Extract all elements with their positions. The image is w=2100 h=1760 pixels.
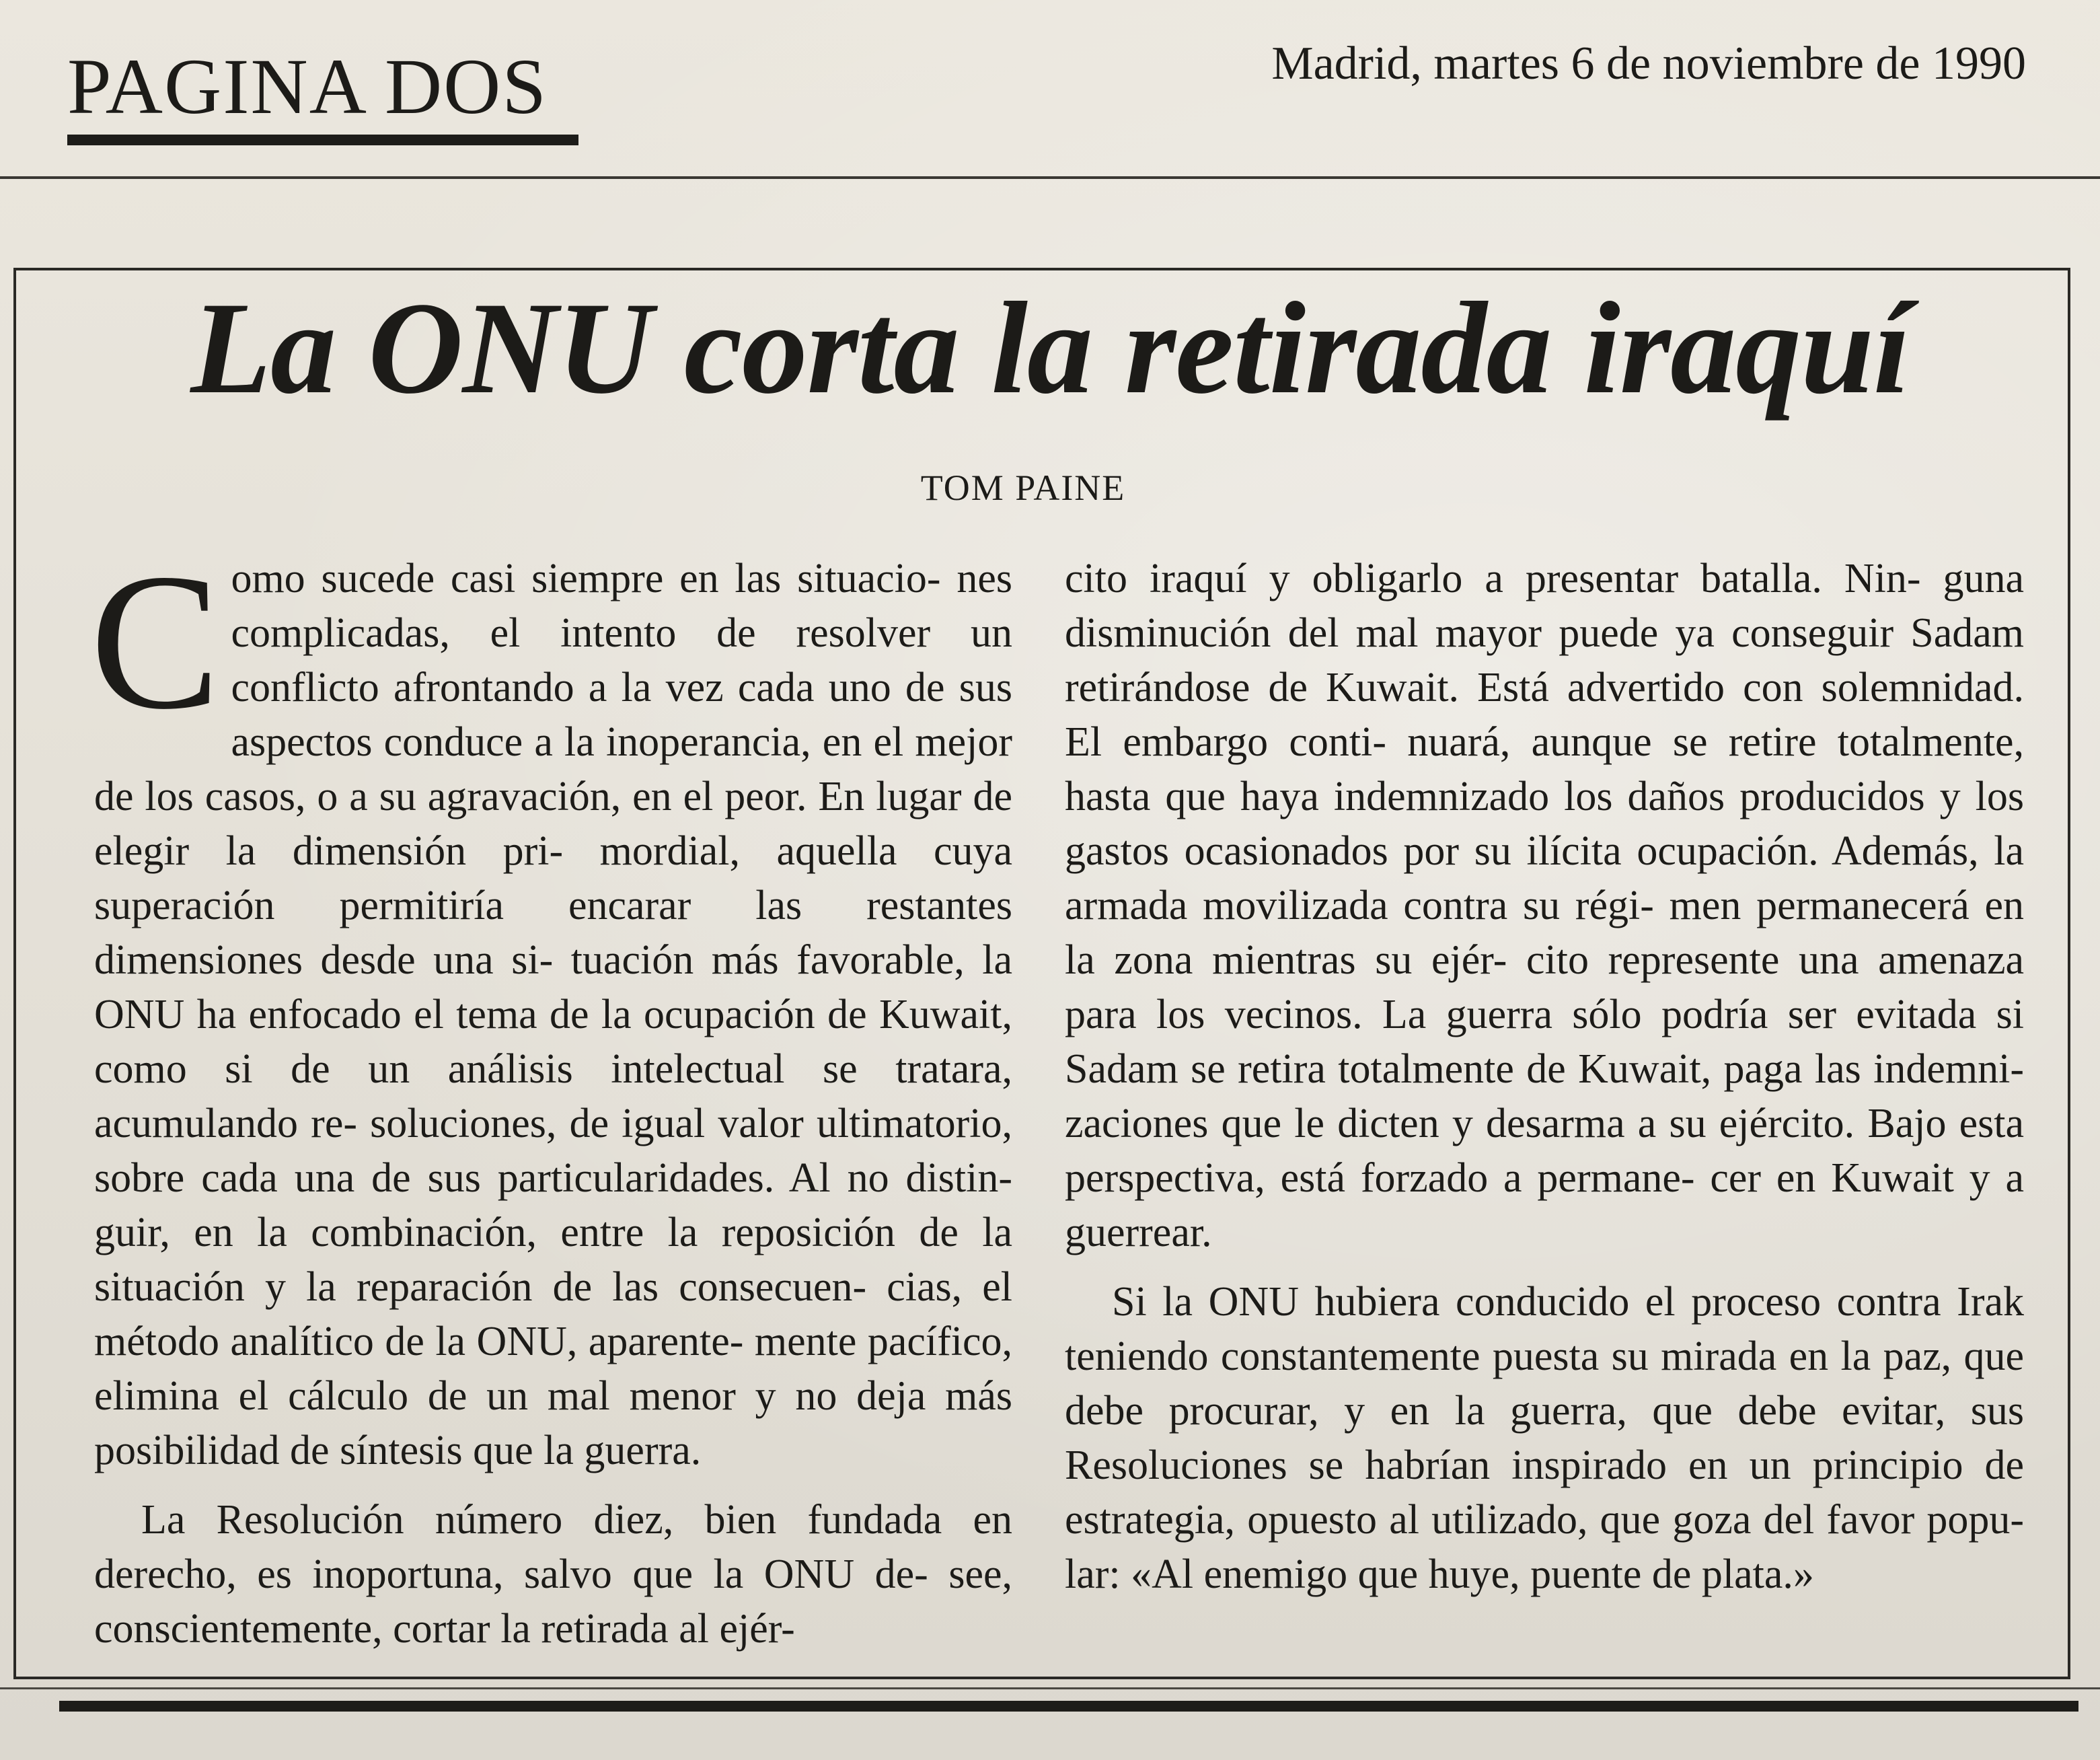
text-line: see, conscientemente, cortar la retirada al ejér-	[94, 1551, 1012, 1652]
text-line: derecho, es inoportuna, salvo que la ONU de-	[94, 1551, 928, 1597]
text-line: soluciones, de igual valor ultimatorio, sobre	[94, 1101, 1012, 1201]
text-line: encarar las restantes dimensiones desde una si-	[94, 883, 1013, 983]
article-paragraph	[1065, 552, 2024, 1260]
article-column-left	[90, 534, 1013, 1656]
text-line: Además, la armada movilizada contra su régi-	[1065, 828, 2024, 928]
text-line: análisis intelectual se tratara, acumulando re-	[94, 1046, 1013, 1146]
byline: TOM PAINE	[920, 468, 1126, 508]
text-line: cito represente una amenaza para los vecinos.	[1065, 937, 2024, 1037]
text-line: habrían inspirado en un principio de estrategia,	[1065, 1442, 2024, 1543]
footer-divider-thin	[0, 1687, 2100, 1689]
headline: La ONU corta la retirada iraquí	[190, 275, 1910, 421]
section-title: PAGINA DOS	[67, 42, 548, 131]
text-line: guerra, que debe evitar, sus Resoluciones se	[1065, 1388, 2025, 1488]
text-line: La guerra sólo podría ser evitada si Sadam se	[1065, 992, 2024, 1092]
text-line: un conflicto afrontando a la vez cada	[231, 610, 1012, 710]
text-line: omo sucede casi siempre en las situacio-	[231, 556, 941, 601]
text-line: opuesto al utilizado, que goza del favor popu-	[1247, 1497, 2024, 1543]
text-line: cer en Kuwait y a guerrear.	[1065, 1155, 2025, 1255]
text-line: guir, en la combinación, entre la reposición de	[94, 1210, 959, 1255]
text-line: gastos ocasionados por su ilícita ocupación.	[1065, 828, 1819, 874]
text-line: mente pacífico, elimina el cálculo de un mal	[94, 1319, 1012, 1419]
article-paragraph	[94, 552, 1012, 1478]
text-line: nuará, aunque se retire totalmente, hasta que	[1065, 719, 2024, 819]
text-line: lar: «Al enemigo que huye, puente de plata.»	[1065, 1551, 1814, 1597]
text-line: zaciones que le dicten y desarma a su ejército.	[1065, 1101, 1855, 1146]
section-title-underline	[67, 135, 578, 145]
text-line: conseguir Sadam retirándose de Kuwait. Está	[1065, 610, 2025, 710]
text-line: guna disminución del mal mayor puede ya	[1065, 556, 2025, 656]
text-line: nes complicadas, el intento de resolver	[231, 556, 1012, 656]
text-line: cias, el método analítico de la ONU, aparente-	[94, 1264, 1013, 1364]
text-line: men permanecerá en la zona mientras su ejér-	[1065, 883, 2024, 983]
text-line: cito iraquí y obligarlo a presentar batalla. Nin-	[1065, 556, 1921, 601]
text-line: mordial, aquella cuya superación permitiría	[94, 828, 1013, 928]
text-line: mirada en la paz, que debe procurar, y en la	[1065, 1333, 2025, 1434]
text-line: advertido con solemnidad. El embargo conti-	[1065, 665, 2024, 765]
text-line: la situación y la reparación de las consecuen-	[94, 1210, 1013, 1310]
dateline: Madrid, martes 6 de noviembre de 1990	[1271, 38, 2026, 89]
text-line: menor y no deja más posibilidad de síntesis	[94, 1373, 1013, 1473]
text-line: Si la ONU hubiera conducido el proceso	[1112, 1279, 1822, 1325]
header-divider	[0, 176, 2100, 179]
text-line: cada una de sus particularidades. Al no distin-	[201, 1155, 1013, 1201]
text-line: en el mejor de los casos, o a su agravación, en	[94, 719, 1013, 819]
text-line: tuación más favorable, la ONU ha enfocado el	[94, 937, 1013, 1037]
text-line: tema de la ocupación de Kuwait, como si de un	[94, 992, 1013, 1092]
article-paragraph	[1065, 1275, 2024, 1602]
text-line: el peor. En lugar de elegir la dimensión pri-	[94, 774, 1013, 874]
text-line: haya indemnizado los daños producidos y los	[1240, 774, 2024, 819]
article-column-right	[1065, 552, 2024, 1602]
article-paragraph	[94, 1493, 1012, 1656]
text-line: contra Irak teniendo constantemente puesta su	[1065, 1279, 2024, 1379]
text-line: uno de sus aspectos conduce a la inoperancia,	[231, 665, 1012, 765]
text-line: que la guerra.	[473, 1428, 702, 1473]
footer-divider-thick	[59, 1701, 2078, 1712]
drop-cap: C	[90, 534, 221, 749]
text-line: retira totalmente de Kuwait, paga las indemni-	[1238, 1046, 2024, 1092]
text-line: Bajo esta perspectiva, está forzado a permane-	[1065, 1101, 2025, 1201]
text-line: La Resolución número diez, bien fundada en	[141, 1497, 1012, 1543]
